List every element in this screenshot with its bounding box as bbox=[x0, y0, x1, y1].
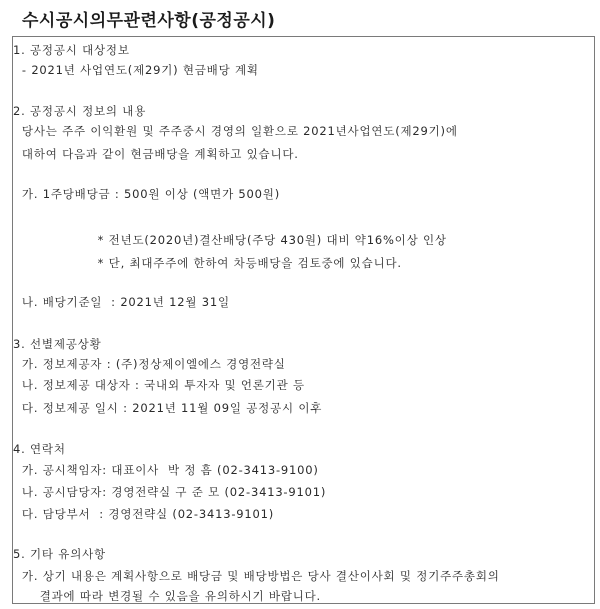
section-3-item: 다. 정보제공 일시 : 2021년 11월 09일 공정공시 이후 bbox=[13, 401, 323, 415]
section-2-paragraph-line: 당사는 주주 이익환원 및 주주중시 경영의 일환으로 2021년사업연도(제29기)에 bbox=[13, 124, 458, 138]
section-3-heading: 3. 선별제공상황 bbox=[13, 337, 102, 351]
contact-item: 나. 공시담당자: 경영전략실 구 준 모 (02-3413-9101) bbox=[13, 485, 327, 499]
disclosure-box bbox=[12, 36, 595, 604]
notice-line: 가. 상기 내용은 계획사항으로 배당금 및 배당방법은 당사 결산이사회 및 정기주주총회의 bbox=[13, 569, 500, 583]
dividend-note: * 전년도(2020년)결산배당(주당 430원) 대비 약16%이상 인상 bbox=[13, 233, 447, 247]
section-3-item: 가. 정보제공자 : (주)정상제이엘에스 경영전략실 bbox=[13, 357, 286, 371]
section-3-item: 나. 정보제공 대상자 : 국내외 투자자 및 언론기관 등 bbox=[13, 378, 305, 392]
dividend-per-share: 가. 1주당배당금 : 500원 이상 (액면가 500원) bbox=[13, 187, 280, 201]
contact-item: 다. 담당부서 : 경영전략실 (02-3413-9101) bbox=[13, 507, 275, 521]
contact-item: 가. 공시책임자: 대표이사 박 정 흠 (02-3413-9100) bbox=[13, 463, 319, 477]
record-date: 나. 배당기준일 : 2021년 12월 31일 bbox=[13, 295, 230, 309]
page-title: 수시공시의무관련사항(공정공시) bbox=[22, 11, 276, 31]
section-5-heading: 5. 기타 유의사항 bbox=[13, 547, 106, 561]
section-2-paragraph-line: 대하여 다음과 같이 현금배당을 계획하고 있습니다. bbox=[13, 147, 299, 161]
section-2-heading: 2. 공정공시 정보의 내용 bbox=[13, 104, 147, 118]
section-1-heading: 1. 공정공시 대상정보 bbox=[13, 43, 130, 57]
dividend-note: * 단, 최대주주에 한하여 차등배당을 검토중에 있습니다. bbox=[13, 256, 402, 270]
section-4-heading: 4. 연락처 bbox=[13, 442, 66, 456]
notice-line: 결과에 따라 변경될 수 있음을 유의하시기 바랍니다. bbox=[13, 589, 322, 603]
section-1-item: - 2021년 사업연도(제29기) 현금배당 계획 bbox=[13, 63, 259, 77]
